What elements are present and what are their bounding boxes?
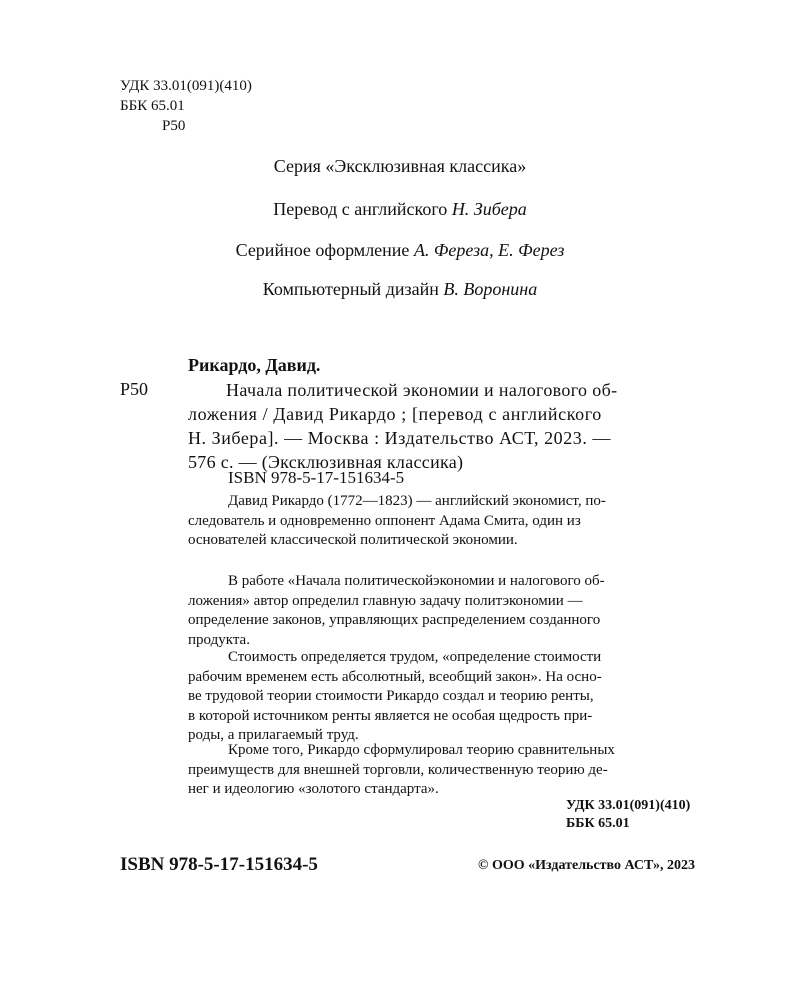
annotation-paragraph-4: [188, 741, 722, 800]
bib-line: Начала политической экономии и налогового об-: [226, 380, 618, 400]
series-line: Серия «Эксклюзивная классика»: [273, 156, 527, 176]
author-mark-top: Р50: [162, 118, 186, 134]
layout-prefix: Компьютерный дизайн: [262, 279, 444, 299]
translation-prefix: Перевод с английского: [273, 199, 452, 219]
annotation-paragraph-1: [188, 492, 722, 551]
annotation-line: продукта.: [188, 631, 250, 648]
copyright-notice: © ООО «Издательство АСТ», 2023: [478, 858, 696, 873]
catalog-mark: Р50: [120, 379, 149, 399]
layout-designer-name: В. Воронина: [443, 279, 538, 299]
annotation-line: роды, а прилагаемый труд.: [188, 727, 359, 743]
annotation-line: Давид Рикардо (1772—1823) — английский экономист, по-: [228, 493, 606, 509]
annotation-line: преимуществ для внешней торговли, количественную теорию де-: [188, 761, 608, 778]
design-line: [0, 240, 800, 261]
annotation-paragraph-2: [188, 572, 722, 650]
design-prefix: Серийное оформление: [235, 240, 414, 260]
annotation-line: В работе «Начала политическойэкономии и налогового об-: [228, 573, 605, 589]
annotation-line: в которой источником ренты является не особая щедрость при-: [188, 707, 593, 724]
annotation-line: основателей классической политической экономии.: [188, 532, 518, 548]
bibliographic-description: [188, 378, 722, 474]
annotation-udk: УДК 33.01(091)(410): [566, 798, 691, 813]
annotation-paragraph-3: [188, 648, 722, 746]
bib-line: 576 с. — (Эксклюзивная классика): [188, 452, 464, 472]
annotation-line: Стоимость определяется трудом, «определение стоимости: [228, 649, 602, 665]
layout-line: [0, 279, 800, 300]
catalog-isbn: ISBN 978-5-17-151634-5: [228, 468, 405, 487]
bib-line: Н. Зибера]. — Москва : Издательство АСТ, 2023. —: [188, 428, 611, 448]
udk-code-top: УДК 33.01(091)(410): [120, 78, 252, 94]
designer-names: А. Фереза, Е. Ферез: [413, 240, 565, 260]
author-heading: Рикардо, Давид.: [188, 355, 321, 375]
annotation-line: следователь и одновременно оппонент Адама Смита, один из: [188, 512, 581, 529]
translation-line: [0, 199, 800, 220]
annotation-bbk: ББК 65.01: [566, 816, 630, 831]
annotation-line: ве трудовой теории стоимости Рикардо создал и теорию ренты,: [188, 688, 594, 704]
annotation-line: определение законов, управляющих распределением созданного: [188, 612, 601, 628]
annotation-line: Кроме того, Рикардо сформулировал теорию сравнительных: [228, 742, 615, 758]
bbk-code-top: ББК 65.01: [120, 98, 185, 114]
annotation-line: рабочим временем есть абсолютный, всеобщий закон». На осно-: [188, 668, 602, 685]
annotation-line: ложения» автор определил главную задачу политэкономии —: [188, 592, 583, 609]
bib-line: ложения / Давид Рикардо ; [перевод с английского: [188, 404, 602, 424]
footer-isbn: ISBN 978-5-17-151634-5: [120, 854, 318, 875]
annotation-line: нег и идеологию «золотого стандарта».: [188, 781, 439, 797]
translator-name: Н. Зибера: [451, 199, 527, 219]
